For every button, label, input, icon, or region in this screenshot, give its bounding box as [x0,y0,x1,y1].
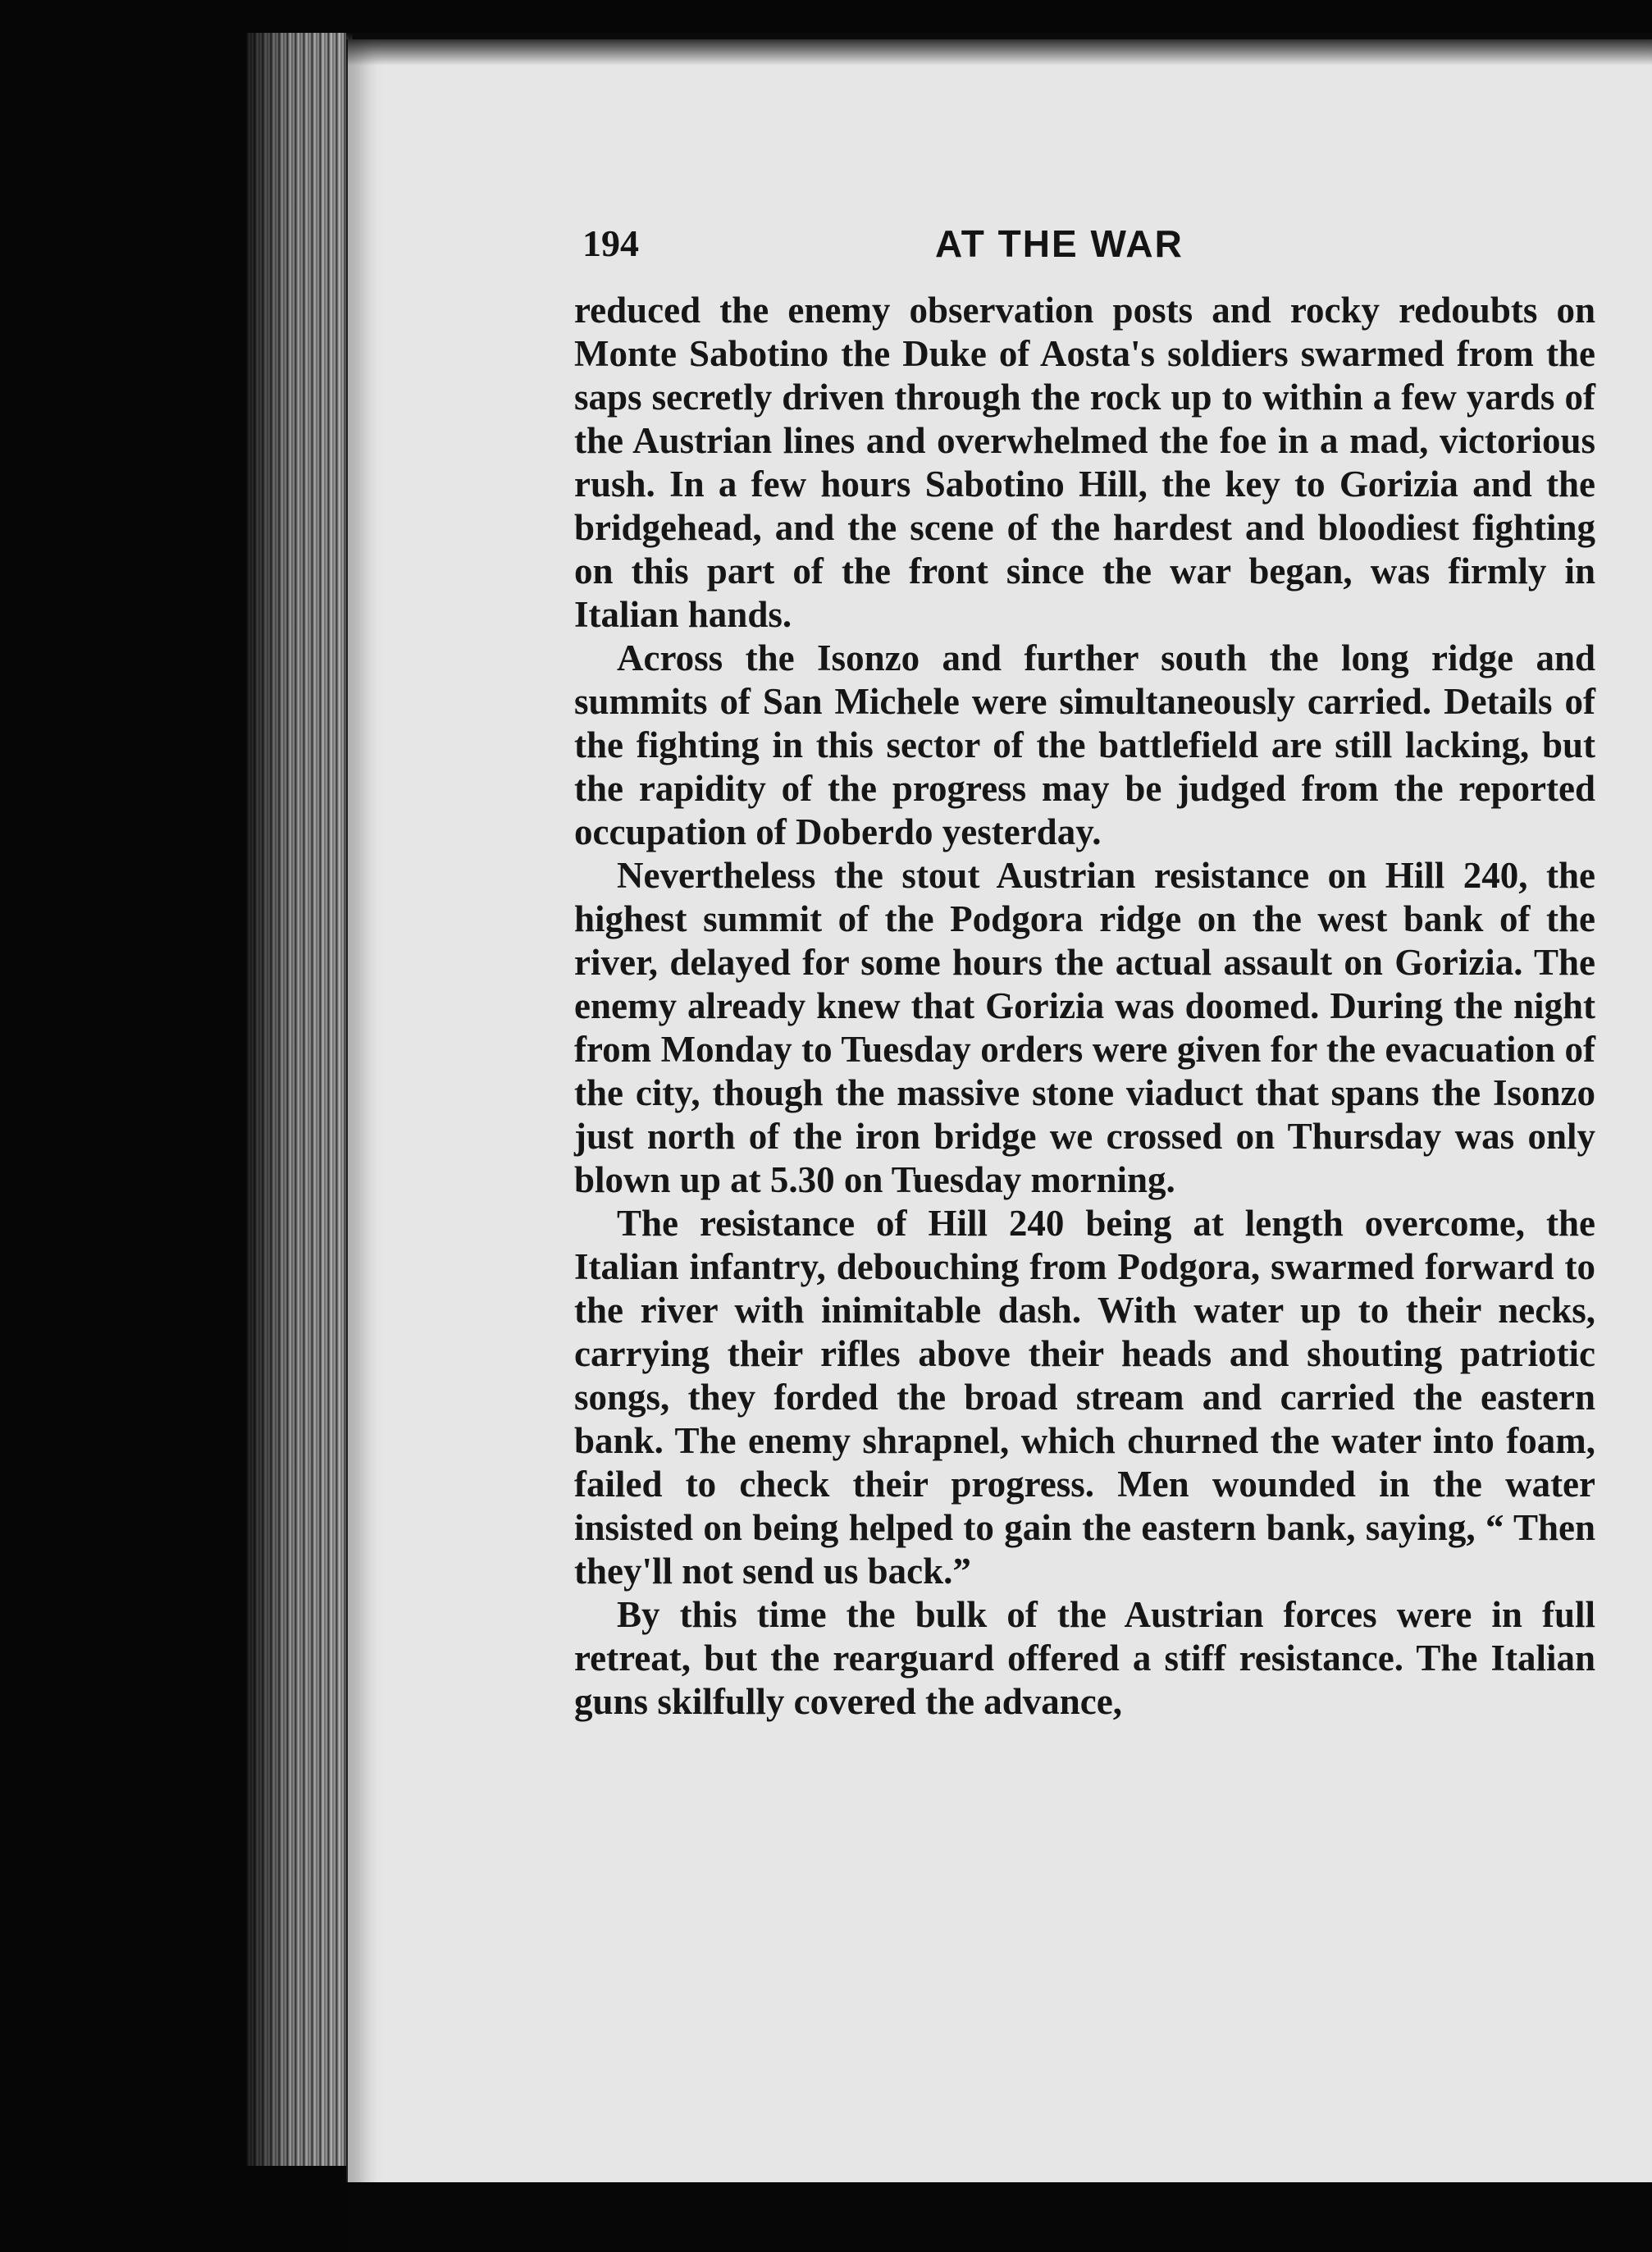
paragraph-1: reduced the enemy observation posts and rocky redoubts on Monte Sabotino the Duke of Aosta's soldiers swarmed from the saps secretly driven through the rock up to within a few yards of the Austrian lines and overwhelmed the foe in a mad, victorious rush. In a few hours Sabotino Hill, the key to Gorizia and the bridgehead, and the scene of the hardest and bloodiest fighting on this part of the front since the war began, was firmly in Italian hands. [574,290,1595,635]
body-text [574,289,1595,1724]
page-top-shadow [346,33,1652,66]
paragraph-3: Nevertheless the stout Austrian resistance on Hill 240, the highest summit of the Podgora ridge on the west bank of the river, delayed for some hours the actual assault on Gorizia. The enemy already knew that Gorizia was doomed. During the night from Monday to Tuesday orders were given for the evacuation of the city, though the massive stone viaduct that spans the Isonzo just north of the iron bridge we crossed on Thursday was only blown up at 5.30 on Tuesday morning. [574,855,1595,1200]
running-head [582,222,1567,271]
page-number: 194 [582,222,639,264]
paragraph-5: By this time the bulk of the Austrian forces were in full retreat, but the rearguard offered a stiff resistance. The Italian guns skilfully covered the advance, [574,1594,1595,1722]
fore-edge-shadow [246,33,353,2166]
paragraph-4: The resistance of Hill 240 being at length overcome, the Italian infantry, debouching from Podgora, swarmed forward to the river with inimitable dash. With water up to their necks, carrying their rifles above their heads and shouting patriotic songs, they forded the broad stream and carried the eastern bank. The enemy shrapnel, which churned the water into foam, failed to check their progress. Men wounded in the water insisted on being helped to gain the eastern bank, saying, “ Then they'll not send us back.” [574,1203,1595,1592]
page-bottom-shadow [346,2182,1652,2252]
paragraph-2: Across the Isonzo and further south the long ridge and summits of San Michele were simultaneously carried. Details of the fighting in this sector of the battlefield are still lacking, but the rapidity of the progress may be judged from the reported occupation of Doberdo yesterday. [574,637,1595,852]
running-title: AT THE WAR [935,222,1184,265]
